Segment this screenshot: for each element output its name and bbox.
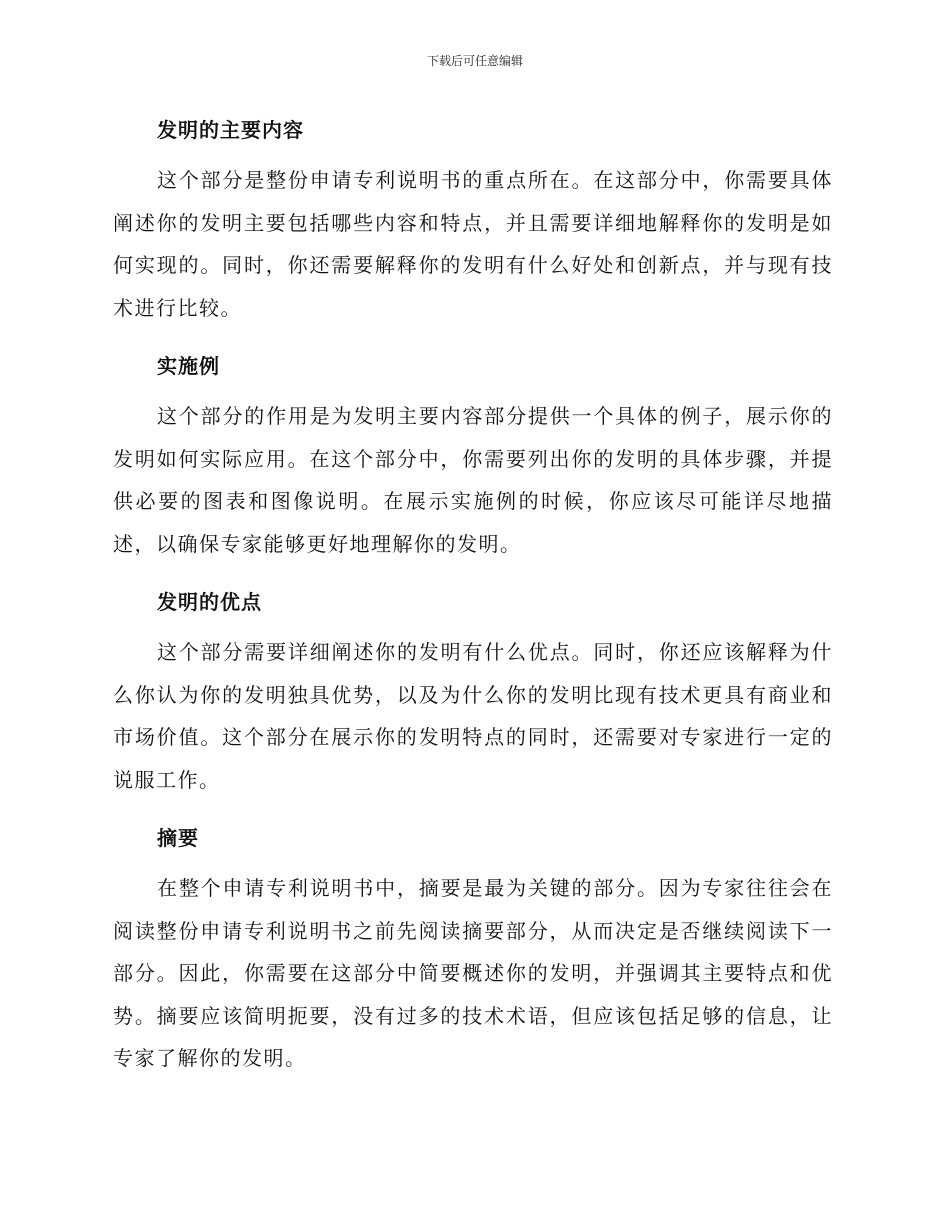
section-abstract <box>113 818 833 1080</box>
section-paragraph: 这个部分需要详细阐述你的发明有什么优点。同时，你还应该解释为什么你认为你的发明独具优势，以及为什么你的发明比现有技术更具有商业和市场价值。这个部分在展示你的发明特点的同时，还需要对专家进行一定的说服工作。 <box>113 640 833 792</box>
section-advantages <box>113 582 833 801</box>
section-heading: 发明的优点 <box>157 590 262 614</box>
section-paragraph: 这个部分是整份申请专利说明书的重点所在。在这部分中，你需要具体阐述你的发明主要包括哪些内容和特点，并且需要详细地解释你的发明是如何实现的。同时，你还需要解释你的发明有什么好处和创新点，并与现有技术进行比较。 <box>113 168 833 320</box>
document-body <box>113 110 833 1097</box>
header-note: 下载后可任意编辑 <box>426 54 523 68</box>
section-heading: 实施例 <box>157 354 220 378</box>
section-paragraph: 这个部分的作用是为发明主要内容部分提供一个具体的例子，展示你的发明如何实际应用。在这个部分中，你需要列出你的发明的具体步骤，并提供必要的图表和图像说明。在展示实施例的时候，你应该尽可能详尽地描述，以确保专家能够更好地理解你的发明。 <box>113 404 833 556</box>
section-main-content <box>113 110 833 329</box>
section-heading: 发明的主要内容 <box>157 118 304 142</box>
section-heading: 摘要 <box>157 826 199 850</box>
section-paragraph: 在整个申请专利说明书中，摘要是最为关键的部分。因为专家往往会在阅读整份申请专利说明书之前先阅读摘要部分，从而决定是否继续阅读下一部分。因此，你需要在这部分中简要概述你的发明，并强调其主要特点和优势。摘要应该简明扼要，没有过多的技术术语，但应该包括足够的信息，让专家了解你的发明。 <box>113 876 833 1070</box>
section-embodiment <box>113 346 833 565</box>
